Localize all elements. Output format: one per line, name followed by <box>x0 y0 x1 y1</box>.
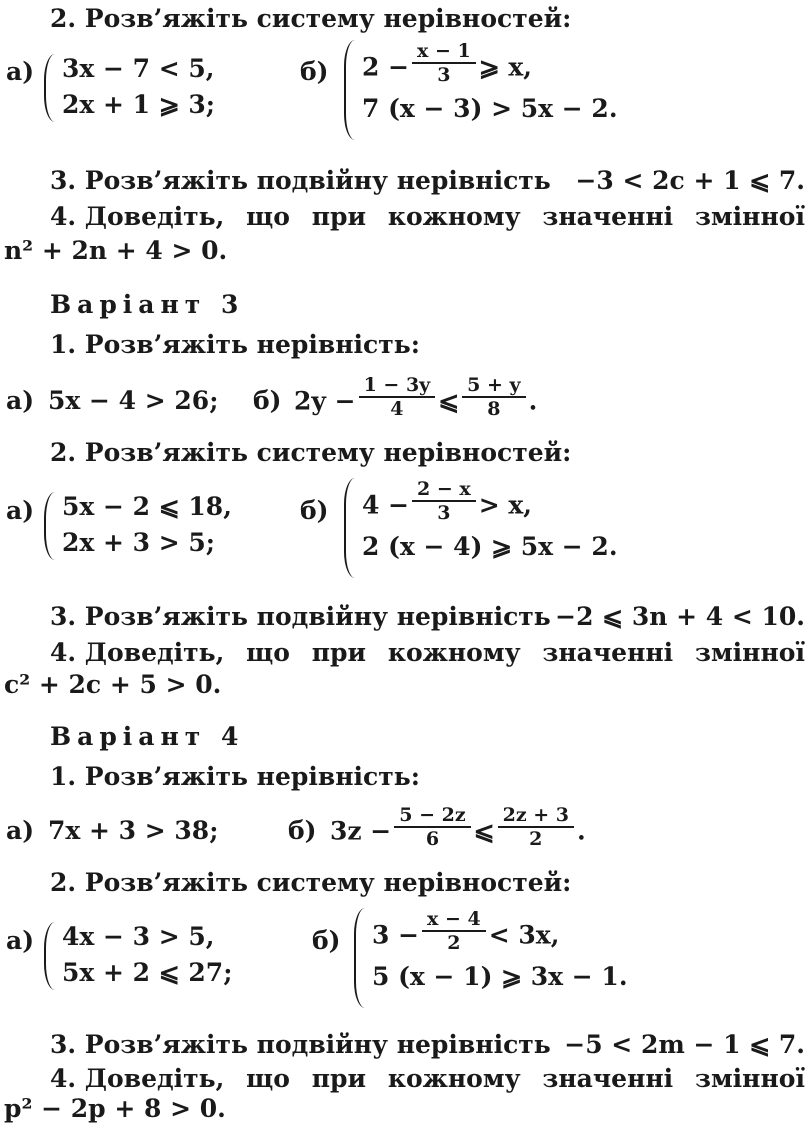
fraction-denominator: 3 <box>437 502 451 524</box>
v2-task2-b-line1 <box>362 40 533 92</box>
v4-task2-title: 2. Розв’яжіть систему нерівностей: <box>50 868 572 897</box>
v3-task3-expr: −2 ⩽ 3n + 4 < 10. <box>555 602 805 631</box>
v3-task2-b-fraction <box>412 478 476 524</box>
v4-task1-b-tail: . <box>576 816 586 846</box>
v3-task3-text: 3. Розв’яжіть подвійну нерівність <box>50 602 551 631</box>
fraction-numerator: 2z + 3 <box>498 804 574 828</box>
v4-task2-b-line1-tail: < 3x, <box>488 920 560 950</box>
fraction-denominator: 8 <box>487 398 501 420</box>
v3-task4-word: значенні <box>542 638 674 667</box>
fraction-numerator: 5 − 2z <box>394 804 470 828</box>
v4-task2-a-system <box>44 918 294 994</box>
v4-task4-word: кожному <box>387 1064 521 1093</box>
v3-task1-b-label: б) <box>253 386 282 415</box>
v3-task2-b-line1-lead: 4 − <box>362 490 410 520</box>
v3-task2-b-line1 <box>362 478 533 530</box>
v4-task4-expr: p² − 2p + 8 > 0. <box>4 1094 226 1123</box>
v3-task2-a-brace <box>44 492 55 560</box>
v4-task1-b-mid: ⩽ <box>473 816 495 846</box>
v4-task1-b-expr <box>330 804 586 856</box>
v3-task1-b-expr <box>294 374 538 426</box>
v4-task2-a-brace <box>44 922 55 990</box>
v2-task4-word: 4. Доведіть, <box>50 202 225 231</box>
v4-task2-b-fraction <box>422 908 486 954</box>
v3-task4-word: що <box>246 638 290 667</box>
v2-task3-text: 3. Розв’яжіть подвійну нерівність <box>50 166 551 195</box>
v2-task2-a-brace <box>44 54 55 122</box>
v2-task4-word: що <box>246 202 290 231</box>
v3-task2-b-system <box>344 474 674 582</box>
v2-task2-a-system <box>44 50 294 126</box>
v2-task2-a-label: а) <box>6 57 35 86</box>
v3-task2-a-line2: 2x + 3 > 5; <box>62 528 216 557</box>
v4-task3-expr: −5 < 2m − 1 ⩽ 7. <box>564 1030 805 1059</box>
v4-task1-title: 1. Розв’яжіть нерівність: <box>50 762 420 791</box>
v4-task3-line <box>10 1030 805 1059</box>
v3-task4-expr: c² + 2c + 5 > 0. <box>4 670 222 699</box>
v3-task1-b-lead: 2y − <box>294 386 356 416</box>
v3-task1-b-tail: . <box>528 386 538 416</box>
v3-task4-word: при <box>311 638 367 667</box>
v3-task2-a-label: а) <box>6 496 35 525</box>
v2-task4-word: значенні <box>542 202 674 231</box>
fraction-numerator: 2 − x <box>412 478 476 502</box>
v2-task2-b-fraction-num: x − 1 <box>412 40 476 64</box>
fraction-denominator: 2 <box>447 932 461 954</box>
v4-task1-b-fraction1 <box>394 804 470 850</box>
v4-task2-b-label: б) <box>312 926 341 955</box>
v2-task3-expr: −3 < 2c + 1 ⩽ 7. <box>575 166 805 195</box>
v3-task2-b-brace <box>344 478 355 578</box>
v4-task4-word: змінної <box>695 1064 805 1093</box>
v4-task4-line1 <box>50 1064 805 1093</box>
v4-task1-b-lead: 3z − <box>330 816 392 846</box>
v2-task2-b-brace <box>344 40 355 140</box>
v4-task2-a-line1: 4x − 3 > 5, <box>62 922 215 951</box>
v4-task3-text: 3. Розв’яжіть подвійну нерівність <box>50 1030 551 1059</box>
v3-task2-b-line1-tail: > x, <box>478 490 533 520</box>
v4-task2-b-line1-lead: 3 − <box>372 920 420 950</box>
v3-task2-b-label: б) <box>300 496 329 525</box>
v2-task2-b-system <box>344 36 674 144</box>
v3-task1-b-fraction1 <box>359 374 436 420</box>
fraction-numerator: 5 + y <box>462 374 525 398</box>
v2-task2-b-line1-lead: 2 − <box>362 52 410 82</box>
v2-task4-line1 <box>50 202 805 231</box>
v2-task2-b-label: б) <box>300 57 329 86</box>
v4-task4-word: 4. Доведіть, <box>50 1064 225 1093</box>
v3-task4-word: змінної <box>695 638 805 667</box>
v3-task2-a-line1: 5x − 2 ⩽ 18, <box>62 492 232 521</box>
v2-task4-expr: n² + 2n + 4 > 0. <box>4 236 228 265</box>
v3-task1-b-fraction2 <box>462 374 525 420</box>
v3-task2-title: 2. Розв’яжіть систему нерівностей: <box>50 438 572 467</box>
v4-task1-a-expr: 7x + 3 > 38; <box>48 816 219 845</box>
v4-task4-word: значенні <box>542 1064 674 1093</box>
v3-task1-b-mid: ⩽ <box>438 386 460 416</box>
v2-task2-b-line2: 7 (x − 3) > 5x − 2. <box>362 94 618 123</box>
v3-task4-line1 <box>50 638 805 667</box>
v2-task3-line <box>10 166 805 195</box>
v3-task4-word: кожному <box>387 638 521 667</box>
v3-task2-a-system <box>44 488 294 564</box>
fraction-denominator: 2 <box>529 828 543 850</box>
fraction-denominator: 6 <box>425 828 440 850</box>
v4-task2-b-line2: 5 (x − 1) ⩾ 3x − 1. <box>372 962 628 991</box>
v4-task2-b-system <box>354 904 684 1012</box>
v2-task2-b-fraction-den: 3 <box>437 64 451 86</box>
fraction-numerator: 1 − 3y <box>359 374 436 398</box>
v2-task2-b-line1-tail: ⩾ x, <box>478 52 533 82</box>
v4-task2-a-line2: 5x + 2 ⩽ 27; <box>62 958 233 987</box>
v2-task4-word: кожному <box>387 202 521 231</box>
v3-task3-line <box>10 602 805 631</box>
v2-task4-word: змінної <box>695 202 805 231</box>
v2-task2-a-line1: 3x − 7 < 5, <box>62 54 215 83</box>
v3-task1-a-expr: 5x − 4 > 26; <box>48 386 219 415</box>
v2-task4-word: при <box>311 202 367 231</box>
v3-task2-b-line2: 2 (x − 4) ⩾ 5x − 2. <box>362 532 618 561</box>
v3-task4-word: 4. Доведіть, <box>50 638 225 667</box>
v4-task1-b-label: б) <box>288 816 317 845</box>
v3-heading: Варіант 3 <box>50 290 245 319</box>
v2-task2-b-fraction <box>412 40 476 86</box>
v4-task1-b-fraction2 <box>498 804 574 850</box>
fraction-numerator: x − 4 <box>422 908 486 932</box>
v3-task1-title: 1. Розв’яжіть нерівність: <box>50 330 420 359</box>
v4-task2-b-line1 <box>372 908 560 960</box>
v2-task2-title: 2. Розв’яжіть систему нерівностей: <box>50 4 572 33</box>
v4-task4-word: при <box>311 1064 367 1093</box>
v4-heading: Варіант 4 <box>50 722 245 751</box>
v4-task2-b-brace <box>354 908 365 1008</box>
v4-task2-a-label: а) <box>6 926 35 955</box>
v3-task1-a-label: а) <box>6 386 35 415</box>
v4-task4-word: що <box>246 1064 290 1093</box>
v2-task2-a-line2: 2x + 1 ⩾ 3; <box>62 90 216 119</box>
v4-task1-a-label: а) <box>6 816 35 845</box>
fraction-denominator: 4 <box>390 398 404 420</box>
